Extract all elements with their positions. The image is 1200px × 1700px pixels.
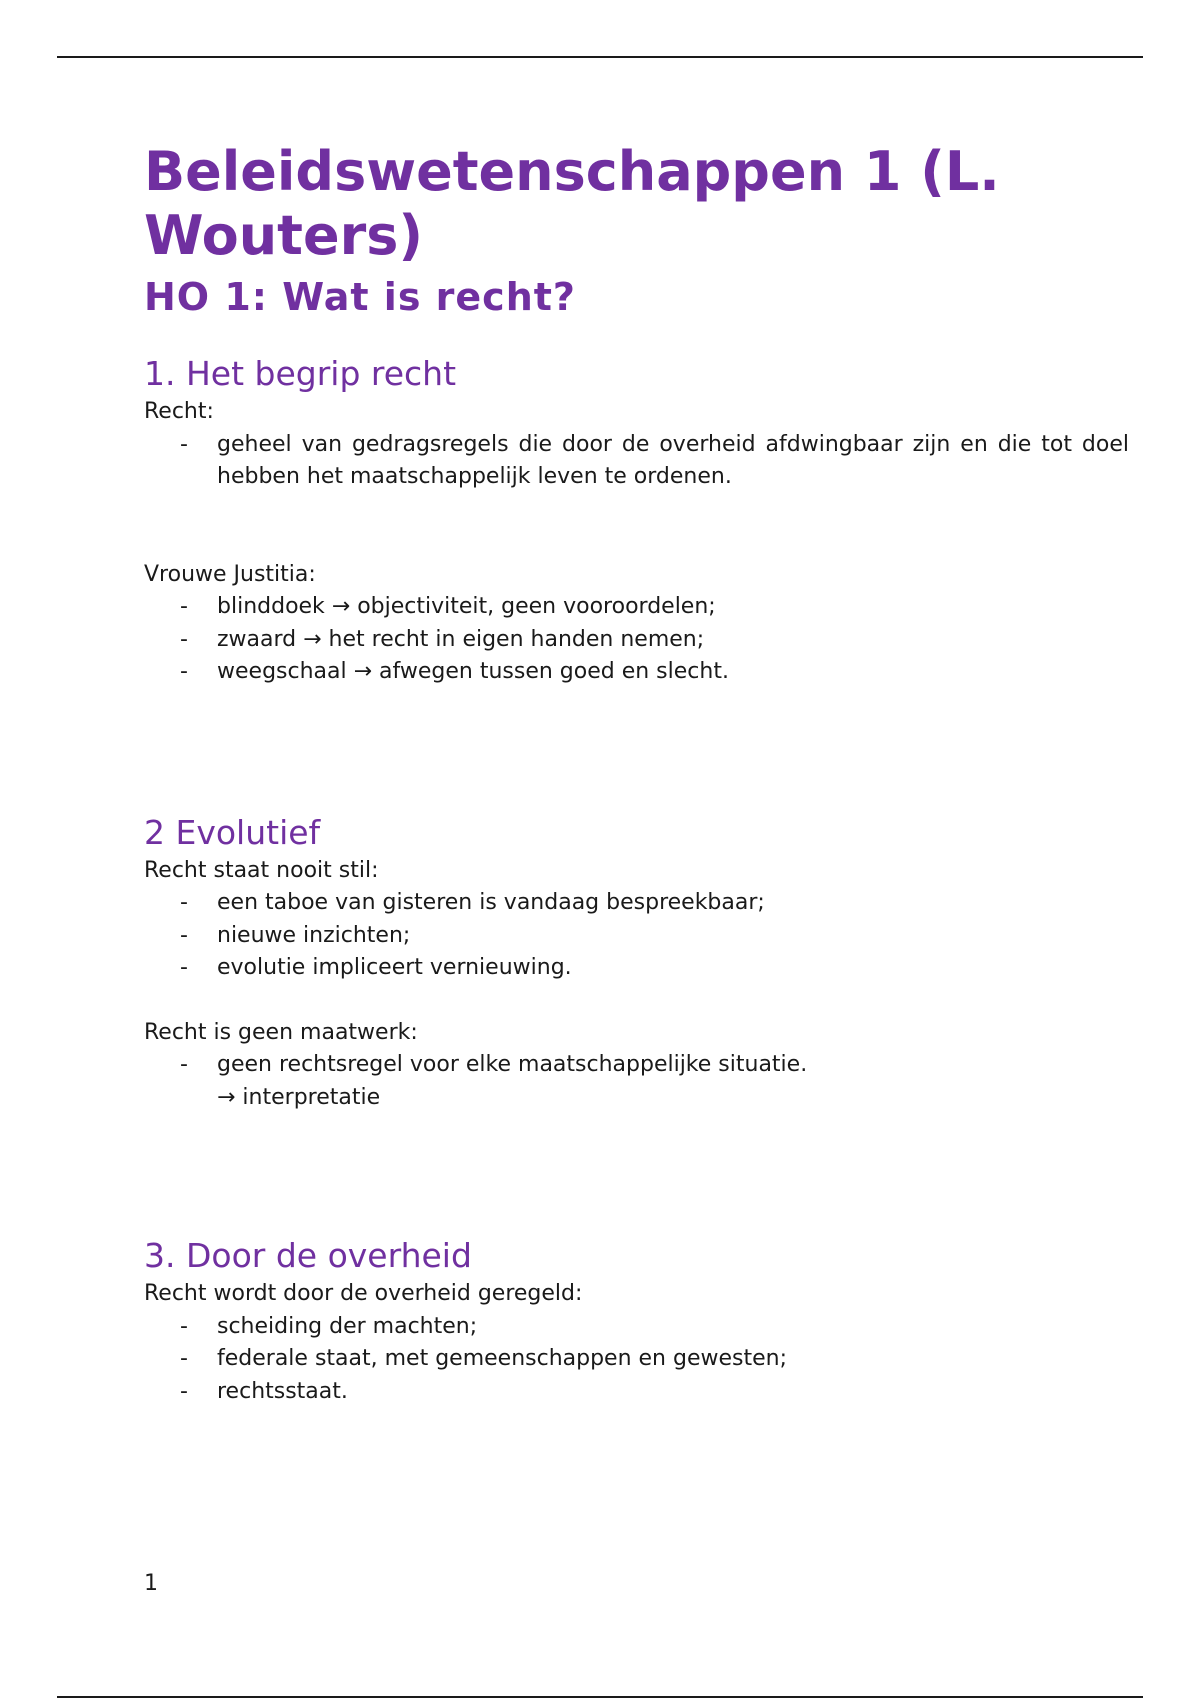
section-het-begrip-recht: [144, 354, 1129, 689]
list-item-text: nieuwe inzichten;: [217, 922, 411, 948]
list-item-text: scheiding der machten;: [217, 1313, 478, 1339]
page-content: [144, 140, 1129, 1408]
dash-bullet: -: [180, 890, 188, 915]
document-title: Beleidswetenschappen 1 (L. Wouters): [144, 140, 1000, 267]
list-item-text: rechtsstaat.: [217, 1378, 348, 1404]
document-subtitle: HO 1: Wat is recht?: [144, 275, 576, 319]
dash-bullet: -: [180, 431, 188, 457]
dash-bullet: -: [180, 626, 188, 652]
section-door-de-overheid: [144, 1236, 1064, 1408]
list-item-text: geheel van gedragsregels die door de overheid afdwingbaar zijn en die tot doel hebben het maatschappelijk leven te ordenen.: [217, 431, 1129, 489]
block-label: Recht:: [144, 399, 214, 424]
dash-bullet: -: [180, 955, 188, 980]
block-label: Recht wordt door de overheid geregeld:: [144, 1281, 583, 1306]
list-item: [144, 952, 1064, 985]
list-item: [144, 1049, 1064, 1082]
list-item-text: geen rechtsregel voor elke maatschappelijke situatie.: [217, 1052, 808, 1077]
block-label: Recht is geen maatwerk:: [144, 1019, 418, 1045]
list-item: [144, 429, 1129, 494]
bullet-list: [144, 591, 1064, 689]
bullet-list: [144, 1049, 1064, 1082]
section-evolutief: [144, 813, 1064, 1115]
interpretation-arrow-note: → interpretatie: [217, 1084, 381, 1110]
list-item: [144, 656, 1064, 689]
list-item-text: zwaard → het recht in eigen handen nemen;: [217, 626, 705, 652]
bullet-list: [144, 1311, 1064, 1409]
page-number: 1: [144, 1571, 158, 1596]
list-item: [144, 887, 1064, 920]
dash-bullet: -: [180, 1313, 188, 1339]
dash-bullet: -: [180, 1378, 188, 1404]
list-item: [144, 1376, 1064, 1409]
dash-bullet: -: [180, 1052, 188, 1077]
section-heading: 2 Evolutief: [144, 812, 321, 852]
header-rule: [57, 56, 1143, 58]
bullet-list: [144, 887, 1064, 985]
list-item-text: federale staat, met gemeenschappen en gewesten;: [217, 1346, 788, 1371]
list-item: [144, 1343, 1064, 1376]
section-heading: 3. Door de overheid: [144, 1236, 472, 1275]
list-item-text: weegschaal → afwegen tussen goed en slecht.: [217, 659, 729, 684]
block-label: Vrouwe Justitia:: [144, 561, 316, 587]
list-item: [144, 920, 1064, 953]
list-item: [144, 591, 1064, 624]
footer-rule: [57, 1696, 1143, 1698]
list-item: [144, 624, 1064, 657]
dash-bullet: -: [180, 1346, 188, 1371]
list-item-text: evolutie impliceert vernieuwing.: [217, 955, 572, 980]
dash-bullet: -: [180, 594, 188, 619]
dash-bullet: -: [180, 659, 188, 684]
section-heading: 1. Het begrip recht: [144, 354, 457, 393]
bullet-list: [144, 429, 1129, 494]
list-item: [144, 1311, 1064, 1344]
list-item-text: blinddoek → objectiviteit, geen vooroordelen;: [217, 594, 716, 619]
block-label: Recht staat nooit stil:: [144, 857, 379, 883]
dash-bullet: -: [180, 922, 188, 948]
list-item-text: een taboe van gisteren is vandaag bespreekbaar;: [217, 890, 765, 915]
